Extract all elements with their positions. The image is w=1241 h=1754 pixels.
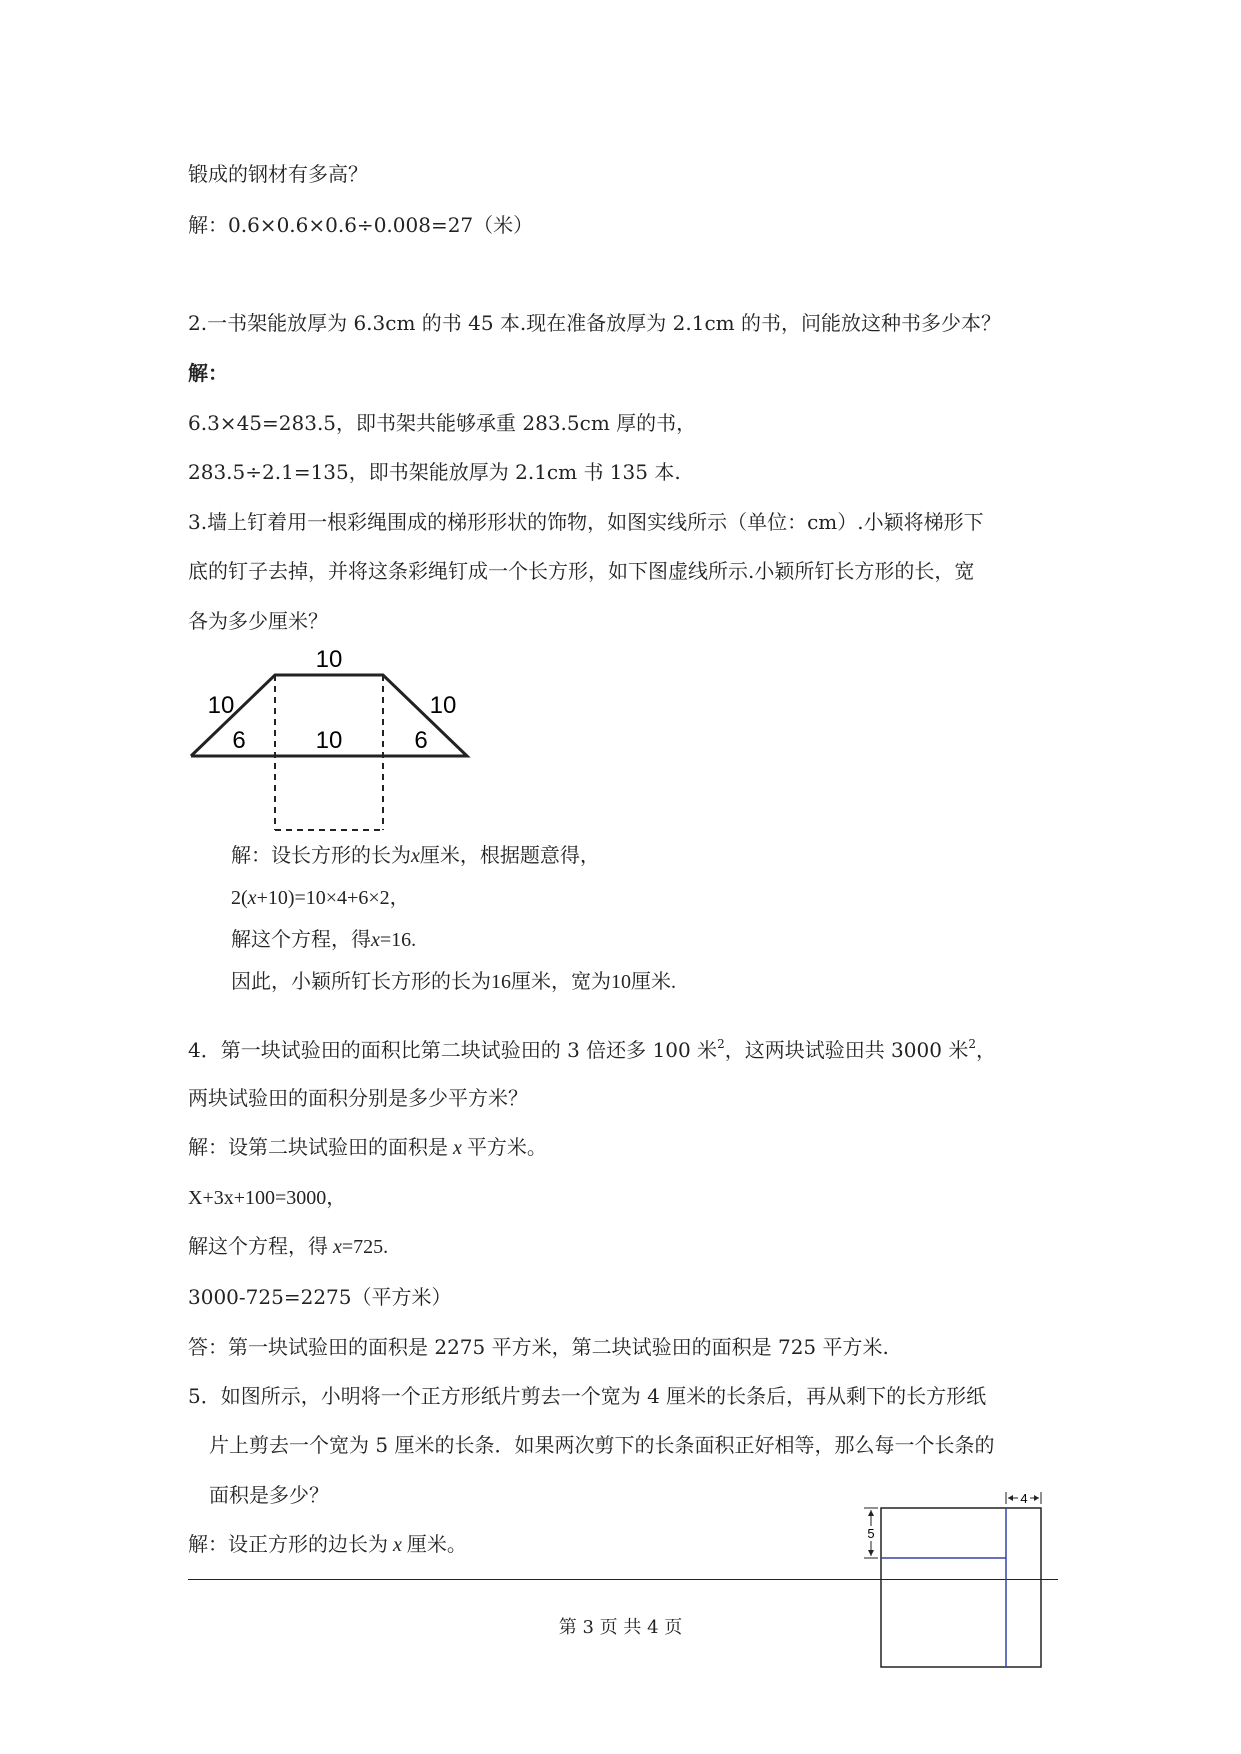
label-bottom-right: 6 [414, 727, 428, 754]
question-2: 2.一书架能放厚为 6.3cm 的书 45 本.现在准备放厚为 2.1cm 的书，问能放这种书多少本？ [188, 311, 1001, 335]
question-3-line: 各为多少厘米？ [188, 609, 328, 633]
solution-line: 解：设正方形的边长为 x 厘米。 [188, 1534, 467, 1556]
label-top: 10 [315, 646, 343, 673]
question-4-line: 4．第一块试验田的面积比第二块试验田的 3 倍还多 100 米$^2$，这两块试验田共 3000 米$^2$， [188, 1037, 996, 1062]
equation-line: X+3x+100=3000， [188, 1187, 347, 1209]
square-figure [858, 1490, 1058, 1670]
solution-line: 283.5÷2.1=135，即书架能放厚为 2.1cm 书 135 本. [188, 460, 681, 484]
question-5-line: 5．如图所示，小明将一个正方形纸片剪去一个宽为 4 厘米的长条后，再从剩下的长方形纸 [188, 1384, 987, 1408]
solution-line: 因此，小颖所钉长方形的长为16厘米，宽为10厘米. [231, 971, 676, 993]
solution-line: 解：设第二块试验田的面积是 x 平方米。 [188, 1137, 547, 1159]
text-line: 锻成的钢材有多高？ [188, 162, 368, 186]
solution-line: 解：设长方形的长为x厘米，根据题意得， [231, 845, 600, 867]
solution-line: 解这个方程，得x=16. [231, 929, 417, 951]
question-5-line: 面积是多少？ [209, 1483, 329, 1507]
question-5-line: 片上剪去一个宽为 5 厘米的长条．如果两次剪下的长条面积正好相等，那么每一个长条的 [209, 1433, 995, 1457]
solution-line: 解这个方程，得 x=725. [188, 1236, 389, 1258]
question-4-line: 两块试验田的面积分别是多少平方米？ [188, 1086, 528, 1110]
solution-line: 3000-725=2275（平方米） [188, 1285, 452, 1309]
square-outline [881, 1508, 1041, 1667]
label-left-side: 10 [207, 692, 235, 719]
page-footer: 第 3 页 共 4 页 [558, 1617, 683, 1638]
solution-line: 解：0.6×0.6×0.6÷0.008=27（米） [188, 213, 534, 237]
solution-label: 解： [188, 361, 228, 385]
answer-line: 答：第一块试验田的面积是 2275 平方米，第二块试验田的面积是 725 平方米. [188, 1335, 889, 1359]
question-3-line: 3.墙上钉着用一根彩绳围成的梯形形状的饰物，如图实线所示（单位：cm）.小颖将梯形下 [188, 510, 984, 534]
label-right-side: 10 [429, 692, 457, 719]
trapezoid-figure [185, 640, 475, 840]
width-arrow-left [1008, 1495, 1013, 1501]
width-label: 4 [1020, 1491, 1028, 1506]
height-arrow-top [868, 1510, 874, 1516]
height-arrow-bottom [868, 1550, 874, 1556]
width-arrow-right [1034, 1495, 1039, 1501]
equation-line: 2(x+10)=10×4+6×2， [231, 887, 410, 909]
question-3-line: 底的钉子去掉，并将这条彩绳钉成一个长方形，如下图虚线所示.小颖所钉长方形的长，宽 [188, 559, 975, 583]
label-bottom-mid: 10 [315, 727, 343, 754]
height-label: 5 [867, 1526, 875, 1541]
label-bottom-left: 6 [232, 727, 246, 754]
solution-line: 6.3×45=283.5，即书架共能够承重 283.5cm 厚的书， [188, 411, 697, 435]
